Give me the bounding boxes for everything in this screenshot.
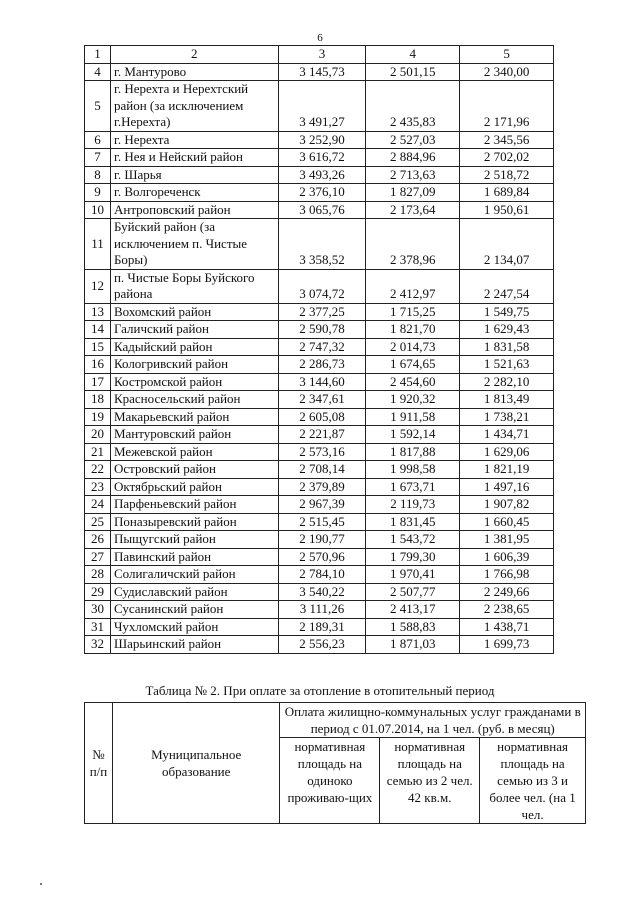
- value-single: 2 570,96: [278, 548, 366, 566]
- municipality-name: Парфеньевский район: [110, 496, 278, 514]
- value-single: 2 347,61: [278, 391, 366, 409]
- value-three: 2 518,72: [460, 166, 554, 184]
- municipality-name: Костромской район: [110, 373, 278, 391]
- value-single: 2 573,16: [278, 443, 366, 461]
- value-three: 1 381,95: [460, 531, 554, 549]
- row-number: 10: [85, 201, 111, 219]
- value-two: 1 827,09: [366, 184, 460, 202]
- header-cell: 1: [85, 46, 111, 64]
- value-three: 2 345,56: [460, 131, 554, 149]
- value-two: 2 173,64: [366, 201, 460, 219]
- value-single: 3 491,27: [278, 81, 366, 132]
- col-municipality-header: Муниципальное образование: [112, 703, 280, 824]
- value-two: 1 543,72: [366, 531, 460, 549]
- municipality-name: г. Волгореченск: [110, 184, 278, 202]
- value-three: 1 606,39: [460, 548, 554, 566]
- table-row: [85, 496, 554, 514]
- municipality-name: г. Мантурово: [110, 63, 278, 81]
- municipality-name: Межевской район: [110, 443, 278, 461]
- value-three: 2 702,02: [460, 149, 554, 167]
- value-single: 3 493,26: [278, 166, 366, 184]
- table-row: [85, 408, 554, 426]
- value-two: 2 713,63: [366, 166, 460, 184]
- table-row: [85, 269, 554, 303]
- value-three: 2 134,07: [460, 219, 554, 270]
- value-single: 2 708,14: [278, 461, 366, 479]
- value-single: 3 540,22: [278, 583, 366, 601]
- municipality-name: п. Чистые Боры Буйского района: [110, 269, 278, 303]
- value-single: 2 286,73: [278, 356, 366, 374]
- value-three: 1 497,16: [460, 478, 554, 496]
- table2-caption: Таблица № 2. При оплате за отопление в отопительный период: [145, 683, 495, 698]
- value-two: 1 799,30: [366, 548, 460, 566]
- table-row: [85, 618, 554, 636]
- tariff-table: [84, 45, 554, 654]
- value-single: 3 074,72: [278, 269, 366, 303]
- row-number: 24: [85, 496, 111, 514]
- value-single: 2 376,10: [278, 184, 366, 202]
- table-row: [85, 426, 554, 444]
- row-number: 20: [85, 426, 111, 444]
- value-three: 1 438,71: [460, 618, 554, 636]
- row-number: 22: [85, 461, 111, 479]
- value-single: 2 379,89: [278, 478, 366, 496]
- value-three: 1 766,98: [460, 566, 554, 584]
- value-two: 2 501,15: [366, 63, 460, 81]
- value-single: 3 145,73: [278, 63, 366, 81]
- col-num-header: № п/п: [85, 703, 113, 824]
- row-number: 28: [85, 566, 111, 584]
- value-two: 2 884,96: [366, 149, 460, 167]
- municipality-name: Октябрьский район: [110, 478, 278, 496]
- row-number: 21: [85, 443, 111, 461]
- value-three: 2 249,66: [460, 583, 554, 601]
- table-row: [85, 149, 554, 167]
- row-number: 9: [85, 184, 111, 202]
- value-two: 2 119,73: [366, 496, 460, 514]
- value-three: 1 549,75: [460, 303, 554, 321]
- row-number: 11: [85, 219, 111, 270]
- municipality-name: Пыщугский район: [110, 531, 278, 549]
- value-three: 1 950,61: [460, 201, 554, 219]
- municipality-name: Мантуровский район: [110, 426, 278, 444]
- municipality-name: Островский район: [110, 461, 278, 479]
- value-single: 2 747,32: [278, 338, 366, 356]
- page-number: 6: [317, 32, 323, 44]
- row-number: 29: [85, 583, 111, 601]
- municipality-name: г. Нерехта и Нерехтский район (за исключением г.Нерехта): [110, 81, 278, 132]
- value-two: 1 588,83: [366, 618, 460, 636]
- value-single: 2 967,39: [278, 496, 366, 514]
- sub-header-single: нормативная площадь на одиноко проживаю-щих: [280, 738, 380, 824]
- value-single: 3 065,76: [278, 201, 366, 219]
- value-two: 1 817,88: [366, 443, 460, 461]
- table-row: [85, 303, 554, 321]
- row-number: 7: [85, 149, 111, 167]
- value-single: 3 616,72: [278, 149, 366, 167]
- value-two: 1 911,58: [366, 408, 460, 426]
- value-single: 3 144,60: [278, 373, 366, 391]
- table-row: [85, 219, 554, 270]
- value-two: 2 454,60: [366, 373, 460, 391]
- value-three: 1 907,82: [460, 496, 554, 514]
- value-three: 1 821,19: [460, 461, 554, 479]
- value-three: 1 660,45: [460, 513, 554, 531]
- table-row: [85, 184, 554, 202]
- municipality-name: Антроповский район: [110, 201, 278, 219]
- table-row: [85, 583, 554, 601]
- value-two: 2 413,17: [366, 601, 460, 619]
- value-two: 2 014,73: [366, 338, 460, 356]
- value-three: 1 813,49: [460, 391, 554, 409]
- value-two: 1 871,03: [366, 636, 460, 654]
- value-three: 2 171,96: [460, 81, 554, 132]
- value-two: 2 378,96: [366, 219, 460, 270]
- municipality-name: г. Шарья: [110, 166, 278, 184]
- sub-header-three: нормативная площадь на семью из 3 и более чел. (на 1 чел.: [480, 738, 586, 824]
- table-row: [85, 443, 554, 461]
- value-single: 2 377,25: [278, 303, 366, 321]
- municipality-name: Судиславский район: [110, 583, 278, 601]
- sub-header-two: нормативная площадь на семью из 2 чел. 42 кв.м.: [380, 738, 480, 824]
- municipality-name: Вохомский район: [110, 303, 278, 321]
- row-number: 13: [85, 303, 111, 321]
- table-row: [85, 131, 554, 149]
- row-number: 8: [85, 166, 111, 184]
- value-three: 1 699,73: [460, 636, 554, 654]
- table-row: [85, 81, 554, 132]
- value-two: 1 673,71: [366, 478, 460, 496]
- value-two: 1 920,32: [366, 391, 460, 409]
- municipality-name: Павинский район: [110, 548, 278, 566]
- value-two: 1 970,41: [366, 566, 460, 584]
- value-single: 2 190,77: [278, 531, 366, 549]
- value-two: 1 715,25: [366, 303, 460, 321]
- value-single: 2 556,23: [278, 636, 366, 654]
- value-three: 1 831,58: [460, 338, 554, 356]
- row-number: 18: [85, 391, 111, 409]
- table-row: [85, 338, 554, 356]
- municipality-name: Кадыйский район: [110, 338, 278, 356]
- value-two: 2 527,03: [366, 131, 460, 149]
- table-row: [85, 166, 554, 184]
- row-number: 5: [85, 81, 111, 132]
- row-number: 32: [85, 636, 111, 654]
- municipality-name: г. Нерехта: [110, 131, 278, 149]
- row-number: 31: [85, 618, 111, 636]
- heating-table: [84, 702, 586, 824]
- header-cell: 4: [366, 46, 460, 64]
- municipality-name: Сусанинский район: [110, 601, 278, 619]
- row-number: 16: [85, 356, 111, 374]
- row-number: 26: [85, 531, 111, 549]
- table-row: [85, 461, 554, 479]
- value-two: 1 998,58: [366, 461, 460, 479]
- table-row: [85, 548, 554, 566]
- value-three: 2 282,10: [460, 373, 554, 391]
- row-number: 25: [85, 513, 111, 531]
- row-number: 14: [85, 321, 111, 339]
- value-three: 2 340,00: [460, 63, 554, 81]
- value-two: 2 435,83: [366, 81, 460, 132]
- value-two: 1 821,70: [366, 321, 460, 339]
- value-three: 1 629,43: [460, 321, 554, 339]
- municipality-name: Галичский район: [110, 321, 278, 339]
- municipality-name: Красносельский район: [110, 391, 278, 409]
- table-row: [85, 391, 554, 409]
- value-single: 2 590,78: [278, 321, 366, 339]
- value-two: 1 592,14: [366, 426, 460, 444]
- municipality-name: Макарьевский район: [110, 408, 278, 426]
- municipality-name: Поназыревский район: [110, 513, 278, 531]
- table-row: [85, 601, 554, 619]
- header-cell: 3: [278, 46, 366, 64]
- municipality-name: г. Нея и Нейский район: [110, 149, 278, 167]
- value-two: 1 831,45: [366, 513, 460, 531]
- row-number: 27: [85, 548, 111, 566]
- value-three: 2 238,65: [460, 601, 554, 619]
- table-row: [85, 373, 554, 391]
- municipality-name: Чухломский район: [110, 618, 278, 636]
- group-header: Оплата жилищно-коммунальных услуг гражданами в период с 01.07.2014, на 1 чел. (руб. в месяц): [280, 703, 586, 738]
- header-cell: 5: [460, 46, 554, 64]
- row-number: 19: [85, 408, 111, 426]
- row-number: 30: [85, 601, 111, 619]
- table-row: [85, 356, 554, 374]
- value-single: 2 221,87: [278, 426, 366, 444]
- value-three: 2 247,54: [460, 269, 554, 303]
- municipality-name: Буйский район (за исключением п. Чистые Боры): [110, 219, 278, 270]
- table-row: [85, 201, 554, 219]
- table-row: [85, 566, 554, 584]
- value-single: 2 189,31: [278, 618, 366, 636]
- row-number: 6: [85, 131, 111, 149]
- value-two: 1 674,65: [366, 356, 460, 374]
- municipality-name: Шарьинский район: [110, 636, 278, 654]
- row-number: 15: [85, 338, 111, 356]
- value-three: 1 434,71: [460, 426, 554, 444]
- table-row: [85, 513, 554, 531]
- row-number: 4: [85, 63, 111, 81]
- row-number: 17: [85, 373, 111, 391]
- row-number: 12: [85, 269, 111, 303]
- value-two: 2 507,77: [366, 583, 460, 601]
- header-cell: 2: [110, 46, 278, 64]
- value-two: 2 412,97: [366, 269, 460, 303]
- value-single: 2 515,45: [278, 513, 366, 531]
- value-three: 1 521,63: [460, 356, 554, 374]
- value-single: 3 252,90: [278, 131, 366, 149]
- row-number: 23: [85, 478, 111, 496]
- table-row: [85, 478, 554, 496]
- value-three: 1 689,84: [460, 184, 554, 202]
- table-row: [85, 636, 554, 654]
- municipality-name: Кологривский район: [110, 356, 278, 374]
- municipality-name: Солигаличский район: [110, 566, 278, 584]
- table-row: [85, 321, 554, 339]
- table-row: [85, 531, 554, 549]
- value-single: 2 605,08: [278, 408, 366, 426]
- table-header-row: [85, 46, 554, 64]
- value-single: 3 111,26: [278, 601, 366, 619]
- value-three: 1 629,06: [460, 443, 554, 461]
- scan-speck: [40, 883, 42, 885]
- value-single: 2 784,10: [278, 566, 366, 584]
- value-three: 1 738,21: [460, 408, 554, 426]
- table-row: [85, 63, 554, 81]
- value-single: 3 358,52: [278, 219, 366, 270]
